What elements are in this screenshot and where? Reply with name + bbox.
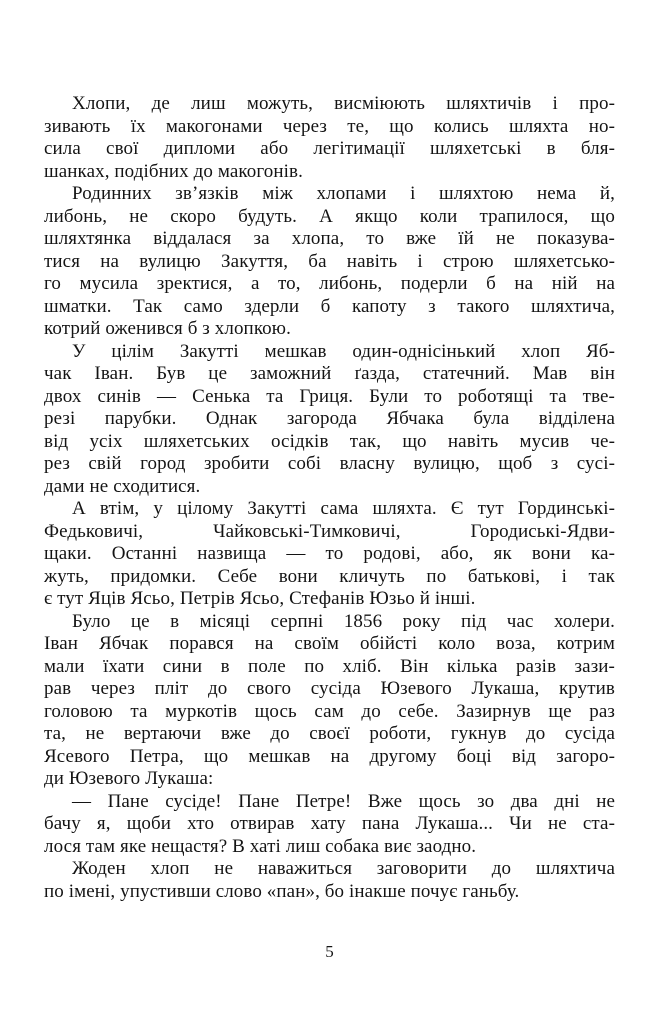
- paragraph: [44, 498, 615, 611]
- paragraph: [44, 93, 615, 183]
- text-line: шляхтянка віддалася за хлопа, то вже їй не показува-: [44, 228, 615, 249]
- text-line: та, не вертаючи вже до своєї роботи, гукнув до сусіда: [44, 723, 615, 744]
- text-line: котрий оженився б з хлопкою.: [44, 318, 291, 339]
- text-line: двох синів — Сенька та Гриця. Були то роботящі та тве-: [44, 385, 615, 407]
- paragraph: [44, 183, 615, 341]
- text-line: резі парубки. Однак загорода Ябчака була відділена: [44, 408, 615, 429]
- text-line: Було це в місяці серпні 1856 року під час холери.: [72, 610, 615, 632]
- text-line: Хлопи, де лиш можуть, висміюють шляхтичів і про-: [72, 93, 615, 114]
- text-line: тися на вулицю Закуття, ба навіть і строю шляхетсько-: [44, 250, 615, 272]
- paragraph: [44, 791, 615, 859]
- text-line: Ясевого Петра, що мешкав на другому боці від загоро-: [44, 745, 615, 767]
- text-line: У цілім Закутті мешкав один-однісінький хлоп Яб-: [72, 340, 615, 362]
- text-block: [44, 93, 615, 903]
- text-line: жуть, придомки. Себе вони кличуть по батькові, і так: [44, 565, 615, 587]
- text-line: либонь, не скоро будуть. А якщо коли трапилося, що: [44, 205, 615, 227]
- text-line: лося там яке нещастя? В хаті лиш собака виє заодно.: [44, 835, 477, 857]
- text-line: сила свої дипломи або легітимації шляхетські в бля-: [44, 138, 615, 159]
- text-line: рез свій город зробити собі власну вулицю, щоб з сусі-: [44, 453, 615, 474]
- text-line: шматки. Так само здерли б капоту з такого шляхтича,: [44, 295, 615, 317]
- text-line: бачу я, щоби хто отвирав хату пана Лукаша... Чи не ста-: [44, 813, 615, 834]
- text-line: шанках, подібних до макогонів.: [44, 160, 303, 182]
- text-line: ди Юзевого Лукаша:: [44, 768, 214, 789]
- paragraph: [44, 341, 615, 499]
- text-line: щаки. Останні назвища — то родові, або, як вони ка-: [44, 543, 615, 564]
- text-line: чак Іван. Був це заможний ґазда, статечний. Мав він: [44, 363, 615, 384]
- text-line: по імені, упустивши слово «пан», бо інакше почує ганьбу.: [44, 880, 520, 902]
- text-line: Федьковичі, Чайковські-Тимковичі, Городиські-Ядви-: [44, 520, 615, 542]
- text-line: го мусила зректися, а то, либонь, подерли б на ній на: [44, 273, 615, 294]
- text-line: головою та муркотів щось сам до себе. Зазирнув ще раз: [44, 700, 615, 722]
- text-line: є тут Яців Ясьо, Петрів Ясьо, Стефанів Юзьо й інші.: [44, 588, 476, 609]
- text-line: від усіх шляхетських осідків так, що навіть мусив че-: [44, 430, 615, 452]
- page-number: 5: [325, 942, 334, 961]
- text-line: — Пане сусіде! Пане Петре! Вже щось зо два дні не: [72, 790, 615, 812]
- text-line: мали їхати сини в поле по хліб. Він кілька разів зази-: [44, 655, 615, 677]
- text-line: дами не сходитися.: [44, 475, 201, 497]
- text-line: рав через пліт до свого сусіда Юзевого Лукаша, крутив: [44, 678, 615, 699]
- text-line: Іван Ябчак порався на своїм обійсті коло воза, котрим: [44, 633, 615, 654]
- paragraph: [44, 611, 615, 791]
- text-line: Жоден хлоп не наважиться заговорити до шляхтича: [72, 858, 615, 879]
- paragraph: [44, 858, 615, 903]
- text-line: зивають їх макогонами через те, що колись шляхта но-: [44, 115, 615, 137]
- text-line: А втім, у цілому Закутті сама шляхта. Є тут Гординські-: [72, 498, 615, 519]
- text-line: Родинних зв’язків між хлопами і шляхтою нема й,: [72, 183, 615, 204]
